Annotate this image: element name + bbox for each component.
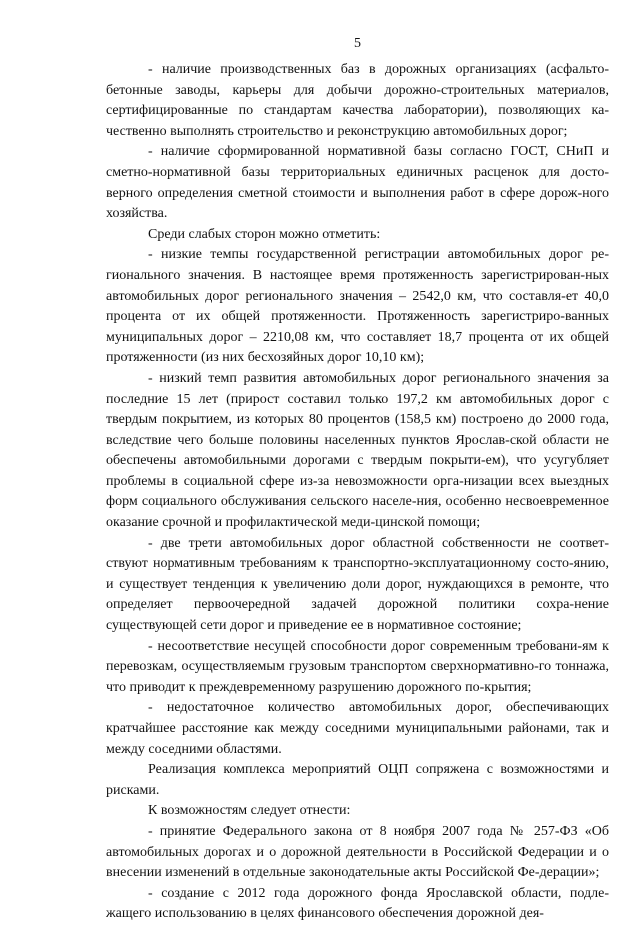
paragraph-regional-roads-condition: - две трети автомобильных дорог областной собственности не соответ-ствуют нормативным требованиям к транспортно-эксплуатационному состо-янию, и существует тенденция к увеличению доли дорог, нуждающихся в ремонте, что определяет первоочередной задачей дорожной политики сохра-нение существующей сети дорог и приведение ее в нормативное состояние; bbox=[106, 535, 609, 634]
paragraph-road-fund: - создание с 2012 года дорожного фонда Ярославской области, подле-жащего использованию в целях финансового обеспечения дорожной дея- bbox=[106, 885, 609, 922]
paragraph-registration-rates: - низкие темпы государственной регистрации автомобильных дорог ре-гионального значения. В настоящее время протяженность зарегистрирован-ных автомобильных дорог регионального значения – 2542,0 км, что составля-ет 40,0 процента от их общей протяженности. Протяженность зарегистриро-ванных муниципальных дорог – 2210,08 км, что составляет 18,7 процента от их общей протяженности (из них бесхозяйных дорог 10,10 км); bbox=[106, 247, 609, 366]
document-page bbox=[106, 34, 609, 925]
page-number: 5 bbox=[354, 36, 361, 51]
paragraph-opportunities-risks: Реализация комплекса мероприятий ОЦП сопряжена с возможностями и рисками. bbox=[106, 762, 609, 798]
paragraph-regulatory-base: - наличие сформированной нормативной базы согласно ГОСТ, СНиП и сметно-нормативной базы территориальных единичных расценок для досто-верного определения сметной стоимости и выполнения работ в сфере дорож-ного хозяйства. bbox=[106, 144, 609, 222]
paragraph-bearing-capacity: - несоответствие несущей способности дорог современным требовани-ям к перевозкам, осуществляемым грузовым транспортом сверхнормативно-го тоннажа, что приводит к преждевременному разрушению дорожного по-крытия; bbox=[106, 638, 609, 695]
paragraph-weaknesses-intro: Среди слабых сторон можно отметить: bbox=[148, 226, 381, 242]
paragraph-production-bases: - наличие производственных баз в дорожных организациях (асфальто-бетонные заводы, карьеры для добычи дорожно-строительных материалов, сертифицированные по стандартам качества лаборатории), позволяющих ка-чественно выполнять строительство и реконструкцию автомобильных дорог; bbox=[106, 62, 609, 139]
paragraph-federal-law: - принятие Федерального закона от 8 ноября 2007 года № 257-ФЗ «Об автомобильных дорогах и о дорожной деятельности в Российской Федерации и о внесении изменений в отдельные законодательные акты Российской Фе-дерации»; bbox=[106, 823, 609, 881]
paragraph-opportunities-intro: К возможностям следует отнести: bbox=[148, 803, 351, 819]
paragraph-insufficient-roads: - недостаточное количество автомобильных дорог, обеспечивающих кратчайшее расстояние как между соседними муниципальными районами, так и между соседними областями. bbox=[106, 700, 609, 757]
paragraph-development-rate: - низкий темп развития автомобильных дорог регионального значения за последние 15 лет (прирост составил только 197,2 км автомобильных дорог с твердым покрытием, из которых 80 процентов (158,5 км) построено до 2000 года, вследствие чего больше половины населенных пунктов Ярослав-ской области не обеспечены автомобильными дорогами с твердым покрыти-ем), что усугубляет проблемы в социальной сфере из-за невозможности орга-низации всех выездных форм социального обслуживания сельского населе-ния, особенно несвоевременное оказание срочной и профилактической меди-цинской помощи; bbox=[106, 370, 609, 531]
